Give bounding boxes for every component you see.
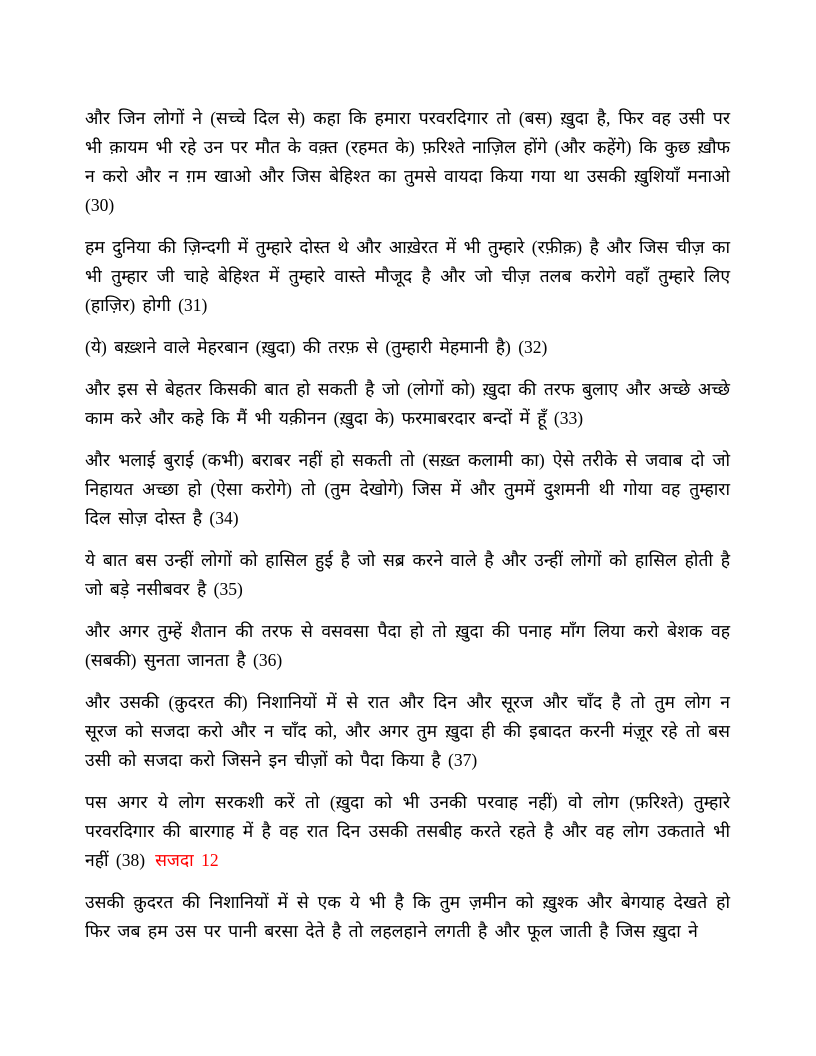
verse-paragraph-30: [85, 104, 730, 220]
verse-text-38: पस अगर ये लोग सरकशी करें तो (ख़ुदा को भी उनकी परवाह नहीं) वो लोग (फ़रिश्ते) तुम्हारे परवरदिगार की बारगाह में है वह रात दिन उसकी तसबीह करते रहते है और वह लोग उकताते भी नहीं (38): [85, 792, 730, 870]
sajda-marker: सजदा 12: [155, 850, 219, 870]
verse-paragraph-33: [85, 375, 730, 433]
verse-text-33: और इस से बेहतर किसकी बात हो सकती है जो (लोगों को) ख़ुदा की तरफ बुलाए और अच्छे अच्छे काम करे और कहे कि मैं भी यक़ीनन (ख़ुदा के) फरमाबरदार बन्दों में हूँ (33): [85, 379, 730, 428]
verse-paragraph-38: [85, 788, 730, 875]
verse-paragraph-32: [85, 333, 730, 362]
verse-text-34: और भलाई बुराई (कभी) बराबर नहीं हो सकती तो (सख़्त कलामी का) ऐसे तरीके से जवाब दो जो निहायत अच्छा हो (ऐसा करोगे) तो (तुम देखोगे) जिस में और तुममें दुशमनी थी गोया वह तुम्हारा दिल सोज़ दोस्त है (34): [85, 450, 730, 528]
verse-text-30: और जिन लोगों ने (सच्चे दिल से) कहा कि हमारा परवरदिगार तो (बस) ख़ुदा है, फिर वह उसी पर भी क़ायम भी रहे उन पर मौत के वक़्त (रहमत के) फ़रिश्ते नाज़िल होंगे (और कहेंगे) कि कुछ ख़ौफ न करो और न ग़म खाओ और जिस बेहिश्त का तुमसे वायदा किया गया था उसकी ख़ुशियाँ मनाओ (30): [85, 108, 730, 215]
verse-text-32: (ये) बख़्शने वाले मेहरबान (ख़ुदा) की तरफ़ से (तुम्हारी मेहमानी है) (32): [85, 337, 548, 357]
verse-text-31: हम दुनिया की ज़िन्दगी में तुम्हारे दोस्त थे और आख़ेरत में भी तुम्हारे (रफ़ीक़) है और जिस चीज़ का भी तुम्हार जी चाहे बेहिश्त में तुम्हारे वास्ते मौजूद है और जो चीज़ तलब करोगे वहाँ तुम्हारे लिए (हाज़िर) होगी (31): [85, 237, 730, 315]
verse-paragraph-34: [85, 446, 730, 533]
verse-text-39-partial: उसकी क़ुदरत की निशानियों में से एक ये भी है कि तुम ज़मीन को ख़ुश्क और बेगयाह देखते हो फिर जब हम उस पर पानी बरसा देते है तो लहलहाने लगती है और फूल जाती है जिस ख़ुदा ने: [85, 892, 730, 941]
verse-text-36: और अगर तुम्हें शैतान की तरफ से वसवसा पैदा हो तो ख़ुदा की पनाह माँग लिया करो बेशक वह (सबकी) सुनता जानता है (36): [85, 621, 730, 670]
verse-paragraph-35: [85, 546, 730, 604]
verse-text-37: और उसकी (क़ुदरत की) निशानियों में से रात और दिन और सूरज और चाँद है तो तुम लोग न सूरज को सजदा करो और न चाँद को, और अगर तुम ख़ुदा ही की इबादत करनी मंज़ूर रहे तो बस उसी को सजदा करो जिसने इन चीज़ों को पैदा किया है (37): [85, 692, 730, 770]
verse-paragraph-39-partial: [85, 888, 730, 946]
verse-paragraph-31: [85, 233, 730, 320]
verse-paragraph-36: [85, 617, 730, 675]
verse-text-35: ये बात बस उन्हीं लोगों को हासिल हुई है जो सब्र करने वाले है और उन्हीं लोगों को हासिल होती है जो बड़े नसीबवर है (35): [85, 550, 730, 599]
verse-paragraph-37: [85, 688, 730, 775]
